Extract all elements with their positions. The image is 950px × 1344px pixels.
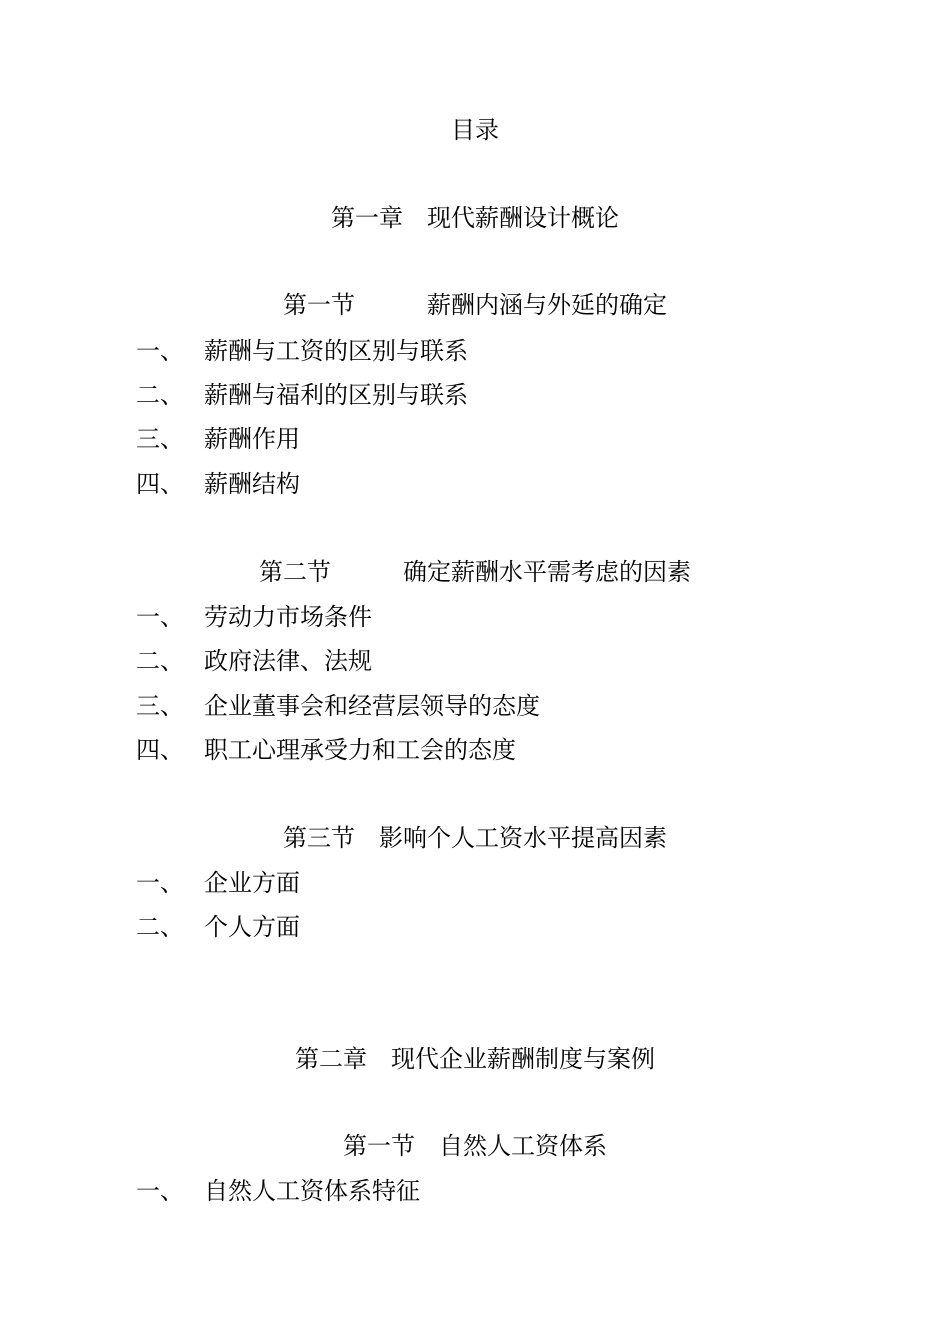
list-item-number: 一、 — [136, 603, 184, 631]
list-item-number: 一、 — [136, 869, 184, 897]
list-item-number: 二、 — [136, 913, 184, 941]
list-item-text: 劳动力市场条件 — [204, 603, 372, 631]
list-item-number: 四、 — [136, 470, 184, 498]
list-item-text: 薪酬结构 — [204, 470, 300, 498]
list-item-text: 政府法律、法规 — [204, 647, 372, 675]
list-item-text: 企业方面 — [204, 869, 300, 897]
list-item-number: 三、 — [136, 425, 184, 453]
list-item-number: 一、 — [136, 337, 184, 365]
list-item-number: 二、 — [136, 647, 184, 675]
list-item-number: 三、 — [136, 692, 184, 720]
list-item-number: 二、 — [136, 381, 184, 409]
list-item-text: 职工心理承受力和工会的态度 — [204, 736, 516, 764]
list-item-number: 四、 — [136, 736, 184, 764]
list-item-text: 薪酬作用 — [204, 425, 300, 453]
chapter-title: 第二章 现代企业薪酬制度与案例 — [295, 1045, 655, 1073]
section-heading: 第一节 薪酬内涵与外延的确定 — [283, 291, 667, 319]
section-heading: 第二节 确定薪酬水平需考虑的因素 — [259, 558, 691, 586]
chapter-title: 第一章 现代薪酬设计概论 — [331, 204, 619, 232]
list-item-text: 自然人工资体系特征 — [204, 1177, 420, 1205]
section-heading: 第一节 自然人工资体系 — [343, 1132, 607, 1160]
list-item-text: 薪酬与工资的区别与联系 — [204, 337, 468, 365]
toc-title: 目录 — [451, 116, 499, 144]
list-item-text: 企业董事会和经营层领导的态度 — [204, 692, 540, 720]
list-item-number: 一、 — [136, 1177, 184, 1205]
section-heading: 第三节 影响个人工资水平提高因素 — [283, 824, 667, 852]
list-item-text: 个人方面 — [204, 913, 300, 941]
list-item-text: 薪酬与福利的区别与联系 — [204, 381, 468, 409]
